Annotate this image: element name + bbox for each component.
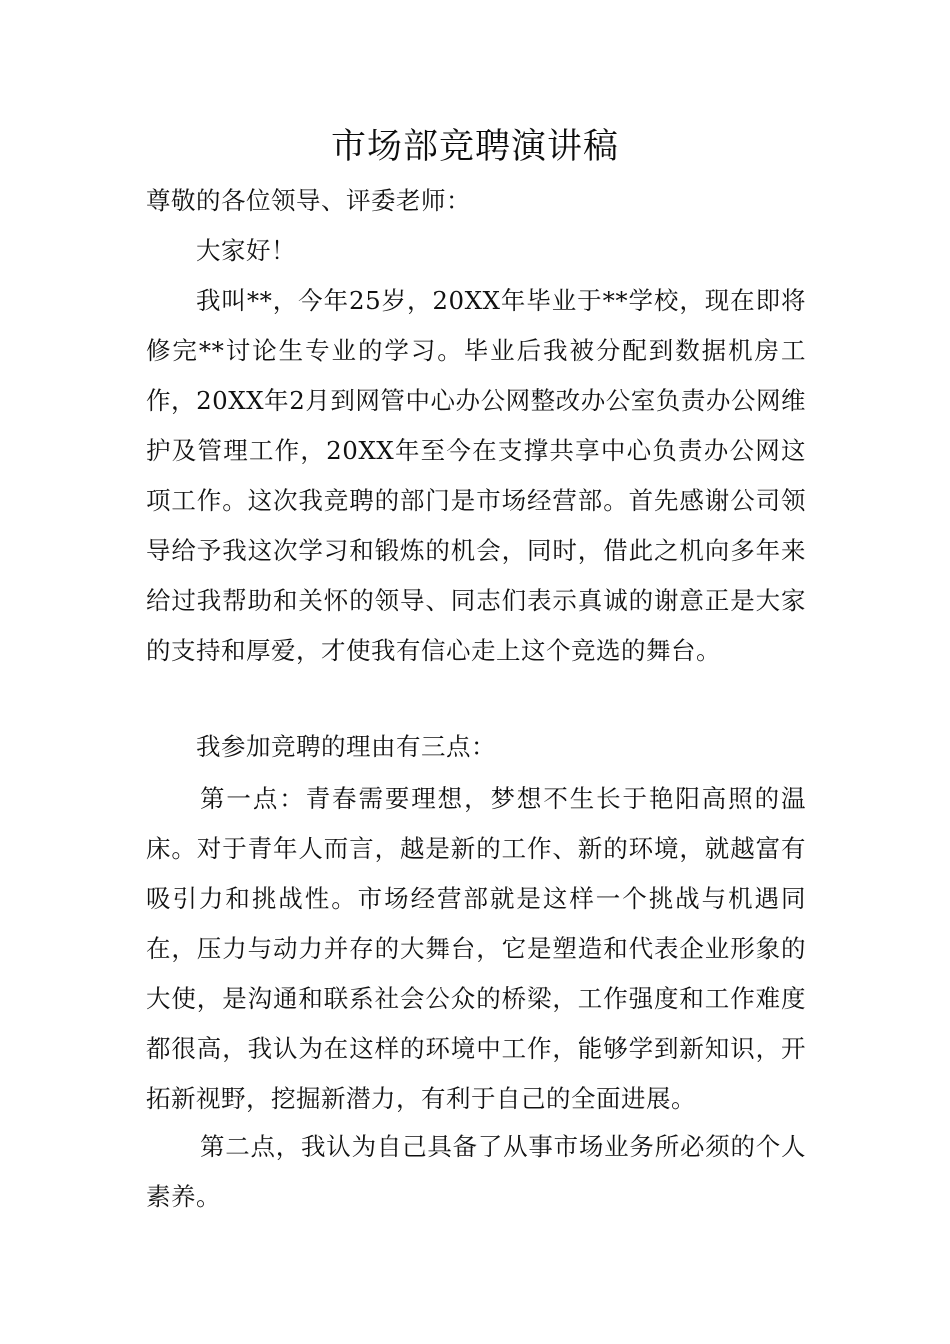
document-title: 市场部竞聘演讲稿 xyxy=(330,127,619,167)
paragraph-intro: 我叫**，今年25岁，20XX年毕业于**学校，现在即将修完**讨论生专业的学习。毕业后我被分配到数据机房工作，20XX年2月到网管中心办公网整改办公室负责办公网维护及管理工作，20XX年至今在支撑共享中心负责办公网这项工作。这次我竞聘的部门是市场经营部。首先感谢公司领导给予我这次学习和锻炼的机会，同时，借此之机向多年来给过我帮助和关怀的领导、同志们表示真诚的谢意正是大家的支持和厚爱，才使我有信心走上这个竞选的舞台。 xyxy=(146,286,806,665)
paragraph-point-one: 第一点：青春需要理想，梦想不生长于艳阳高照的温床。对于青年人而言，越是新的工作、新的环境，就越富有吸引力和挑战性。市场经营部就是这样一个挑战与机遇同在，压力与动力并存的大舞台，它是塑造和代表企业形象的大使，是沟通和联系社会公众的桥梁，工作强度和工作难度都很高，我认为在这样的环境中工作，能够学到新知识，开拓新视野，挖掘新潜力，有利于自己的全面进展。 xyxy=(146,784,806,1113)
reasons-intro: 我参加竞聘的理由有三点： xyxy=(196,732,496,761)
salutation: 尊敬的各位领导、评委老师： xyxy=(146,186,471,215)
greeting: 大家好！ xyxy=(196,236,296,265)
paragraph-point-two: 第二点，我认为自己具备了从事市场业务所必须的个人素养。 xyxy=(146,1132,806,1211)
